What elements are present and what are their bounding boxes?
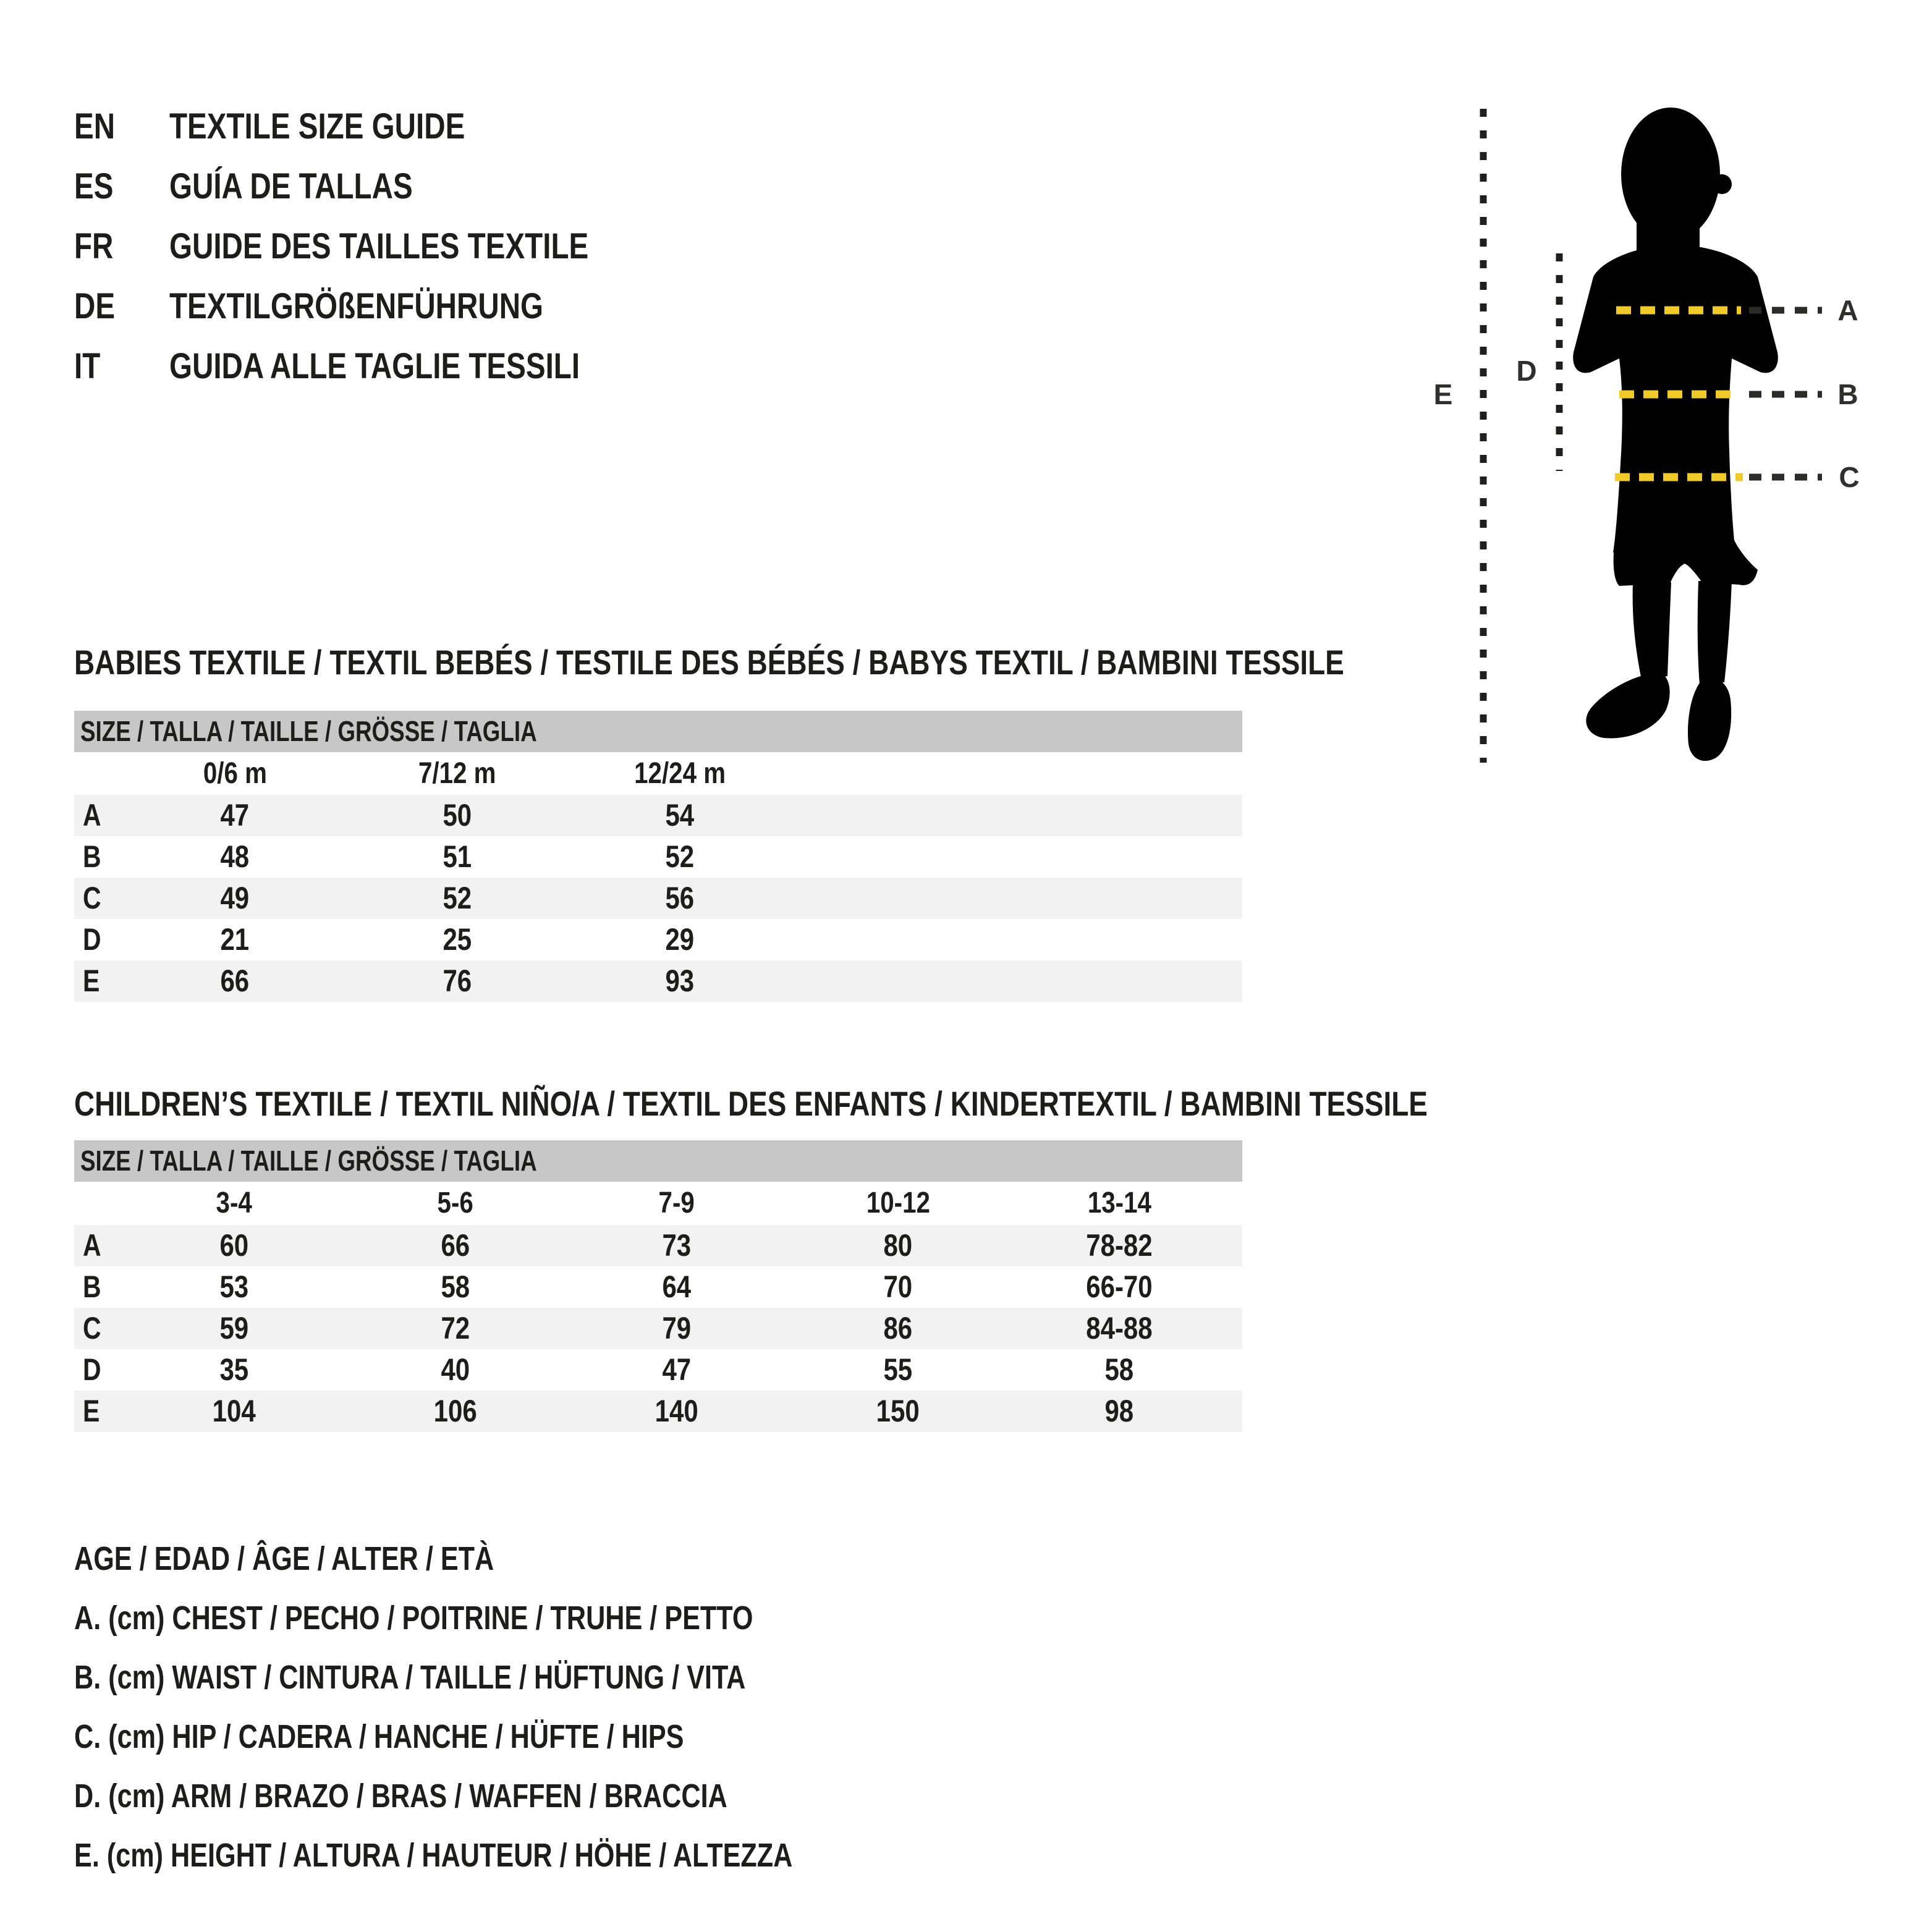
language-code-es: ES — [74, 166, 114, 206]
table-row — [74, 1225, 1242, 1266]
table-cell: 140 — [655, 1394, 699, 1428]
silhouette-shirt — [1573, 245, 1778, 553]
row-label: E — [83, 964, 100, 998]
table-cell: 58 — [1104, 1352, 1134, 1387]
row-label: A — [83, 798, 101, 833]
children-column-header: 3-4 — [216, 1187, 253, 1219]
guide-title-en: TEXTILE SIZE GUIDE — [169, 106, 465, 146]
arm-measure-label: D — [1516, 355, 1537, 387]
legend-line-arm: D. (cm) ARM / BRAZO / BRAS / WAFFEN / BRACCIA — [74, 1777, 727, 1815]
height-measure-label: E — [1433, 378, 1453, 410]
table-cell: 56 — [665, 881, 695, 915]
children-size-table — [74, 1140, 1242, 1432]
hip-measure-label: C — [1839, 461, 1860, 493]
row-label: B — [83, 839, 101, 874]
table-cell: 104 — [212, 1394, 256, 1428]
children-column-header: 10-12 — [866, 1187, 930, 1219]
table-cell: 98 — [1104, 1394, 1134, 1428]
children-size-header-bar: SIZE / TALLA / TAILLE / GRÖSSE / TAGLIA — [74, 1140, 1242, 1182]
language-code-it: IT — [74, 346, 101, 386]
row-label: C — [83, 881, 101, 915]
table-cell: 51 — [443, 839, 472, 874]
row-label: D — [83, 1352, 101, 1387]
row-label: B — [83, 1269, 101, 1304]
guide-title-it: GUIDA ALLE TAGLIE TESSILI — [169, 346, 580, 386]
babies-column-header: 0/6 m — [203, 757, 267, 790]
babies-size-header-bar: SIZE / TALLA / TAILLE / GRÖSSE / TAGLIA — [74, 711, 1242, 752]
table-row — [74, 960, 1242, 1002]
legend-line-height: E. (cm) HEIGHT / ALTURA / HAUTEUR / HÖHE / ALTEZZA — [74, 1837, 793, 1874]
table-cell: 48 — [220, 839, 250, 874]
table-cell: 53 — [219, 1269, 249, 1304]
language-code-de: DE — [74, 286, 116, 326]
language-row-it — [74, 336, 680, 396]
table-cell: 86 — [883, 1311, 913, 1345]
table-cell: 150 — [876, 1394, 920, 1428]
silhouette-shorts — [1614, 538, 1758, 586]
row-label: E — [83, 1394, 100, 1428]
table-cell: 79 — [662, 1311, 692, 1345]
filler-cell — [791, 919, 1242, 960]
table-cell: 40 — [441, 1352, 470, 1387]
table-cell: 47 — [662, 1352, 692, 1387]
filler-cell — [791, 752, 1242, 795]
measurement-legend — [74, 1529, 972, 1885]
language-title-list — [74, 96, 680, 396]
table-cell: 35 — [219, 1352, 249, 1387]
table-cell: 54 — [665, 798, 695, 833]
filler-cell — [791, 960, 1242, 1002]
filler-cell — [791, 795, 1242, 836]
table-cell: 60 — [219, 1228, 249, 1263]
table-cell: 73 — [662, 1228, 692, 1263]
empty-corner-cell — [74, 752, 124, 795]
table-row — [74, 919, 1242, 960]
babies-size-table — [74, 711, 1242, 1002]
table-cell: 52 — [443, 881, 472, 915]
legend-line-chest: A. (cm) CHEST / PECHO / POITRINE / TRUHE / PETTO — [74, 1599, 753, 1637]
waist-measure-label: B — [1837, 378, 1858, 410]
babies-section-title: BABIES TEXTILE / TEXTIL BEBÉS / TESTILE DES BÉBÉS / BABYS TEXTIL / BAMBINI TESSILE — [74, 643, 1344, 682]
table-row — [74, 1266, 1242, 1308]
guide-title-es: GUÍA DE TALLAS — [169, 166, 413, 206]
table-row — [74, 1391, 1242, 1432]
table-cell: 21 — [220, 922, 250, 957]
table-cell: 84-88 — [1086, 1311, 1153, 1345]
silhouette-left-shoe — [1586, 673, 1669, 738]
table-cell: 66-70 — [1086, 1269, 1153, 1304]
row-label: C — [83, 1311, 101, 1345]
filler-cell — [791, 878, 1242, 919]
table-cell: 93 — [665, 964, 695, 998]
babies-column-header-row — [74, 752, 1242, 795]
legend-line-age: AGE / EDAD / ÂGE / ALTER / ETÀ — [74, 1540, 494, 1577]
silhouette-left-leg — [1633, 582, 1671, 680]
table-cell: 76 — [443, 964, 472, 998]
children-column-header: 13-14 — [1087, 1187, 1151, 1219]
language-code-fr: FR — [74, 226, 114, 266]
language-row-de — [74, 276, 680, 336]
babies-column-header: 12/24 m — [634, 757, 726, 790]
guide-title-de: TEXTILGRÖßENFÜHRUNG — [169, 286, 544, 326]
table-cell: 66 — [220, 964, 250, 998]
table-cell: 29 — [665, 922, 695, 957]
table-cell: 25 — [443, 922, 472, 957]
language-row-en — [74, 96, 680, 156]
silhouette-right-leg — [1698, 581, 1732, 685]
legend-line-hip: C. (cm) HIP / CADERA / HANCHE / HÜFTE / HIPS — [74, 1718, 684, 1755]
table-cell: 50 — [443, 798, 472, 833]
table-cell: 78-82 — [1086, 1228, 1153, 1263]
chest-measure-label: A — [1837, 294, 1858, 326]
table-cell: 106 — [433, 1394, 478, 1428]
table-row — [74, 1349, 1242, 1391]
children-column-header-row — [74, 1182, 1242, 1225]
children-column-header: 7-9 — [658, 1187, 695, 1219]
row-label: D — [83, 922, 101, 957]
row-label: A — [83, 1228, 101, 1263]
language-row-fr — [74, 216, 680, 276]
table-cell: 58 — [441, 1269, 470, 1304]
filler-cell — [791, 836, 1242, 878]
table-cell: 59 — [219, 1311, 249, 1345]
language-code-en: EN — [74, 106, 116, 146]
table-cell: 70 — [883, 1269, 913, 1304]
table-cell: 49 — [220, 881, 250, 915]
table-cell: 66 — [441, 1228, 470, 1263]
silhouette-right-shoe — [1688, 679, 1731, 761]
table-cell: 47 — [220, 798, 250, 833]
table-row — [74, 1308, 1242, 1349]
empty-corner-cell — [74, 1182, 124, 1225]
children-section-title: CHILDREN’S TEXTILE / TEXTIL NIÑO/A / TEXTIL DES ENFANTS / KINDERTEXTIL / BAMBINI TESSILE — [74, 1084, 1428, 1123]
table-row — [74, 836, 1242, 878]
table-cell: 64 — [662, 1269, 692, 1304]
language-row-es — [74, 156, 680, 216]
children-column-header: 5-6 — [437, 1187, 474, 1219]
table-cell: 55 — [883, 1352, 913, 1387]
babies-column-header: 7/12 m — [418, 757, 496, 790]
table-cell: 80 — [883, 1228, 913, 1263]
table-row — [74, 878, 1242, 919]
guide-title-fr: GUIDE DES TAILLES TEXTILE — [169, 226, 589, 266]
table-row — [74, 795, 1242, 836]
legend-line-waist: B. (cm) WAIST / CINTURA / TAILLE / HÜFTUNG / VITA — [74, 1659, 746, 1696]
table-cell: 52 — [665, 839, 695, 874]
silhouette-ear — [1712, 174, 1732, 194]
table-cell: 72 — [441, 1311, 470, 1345]
